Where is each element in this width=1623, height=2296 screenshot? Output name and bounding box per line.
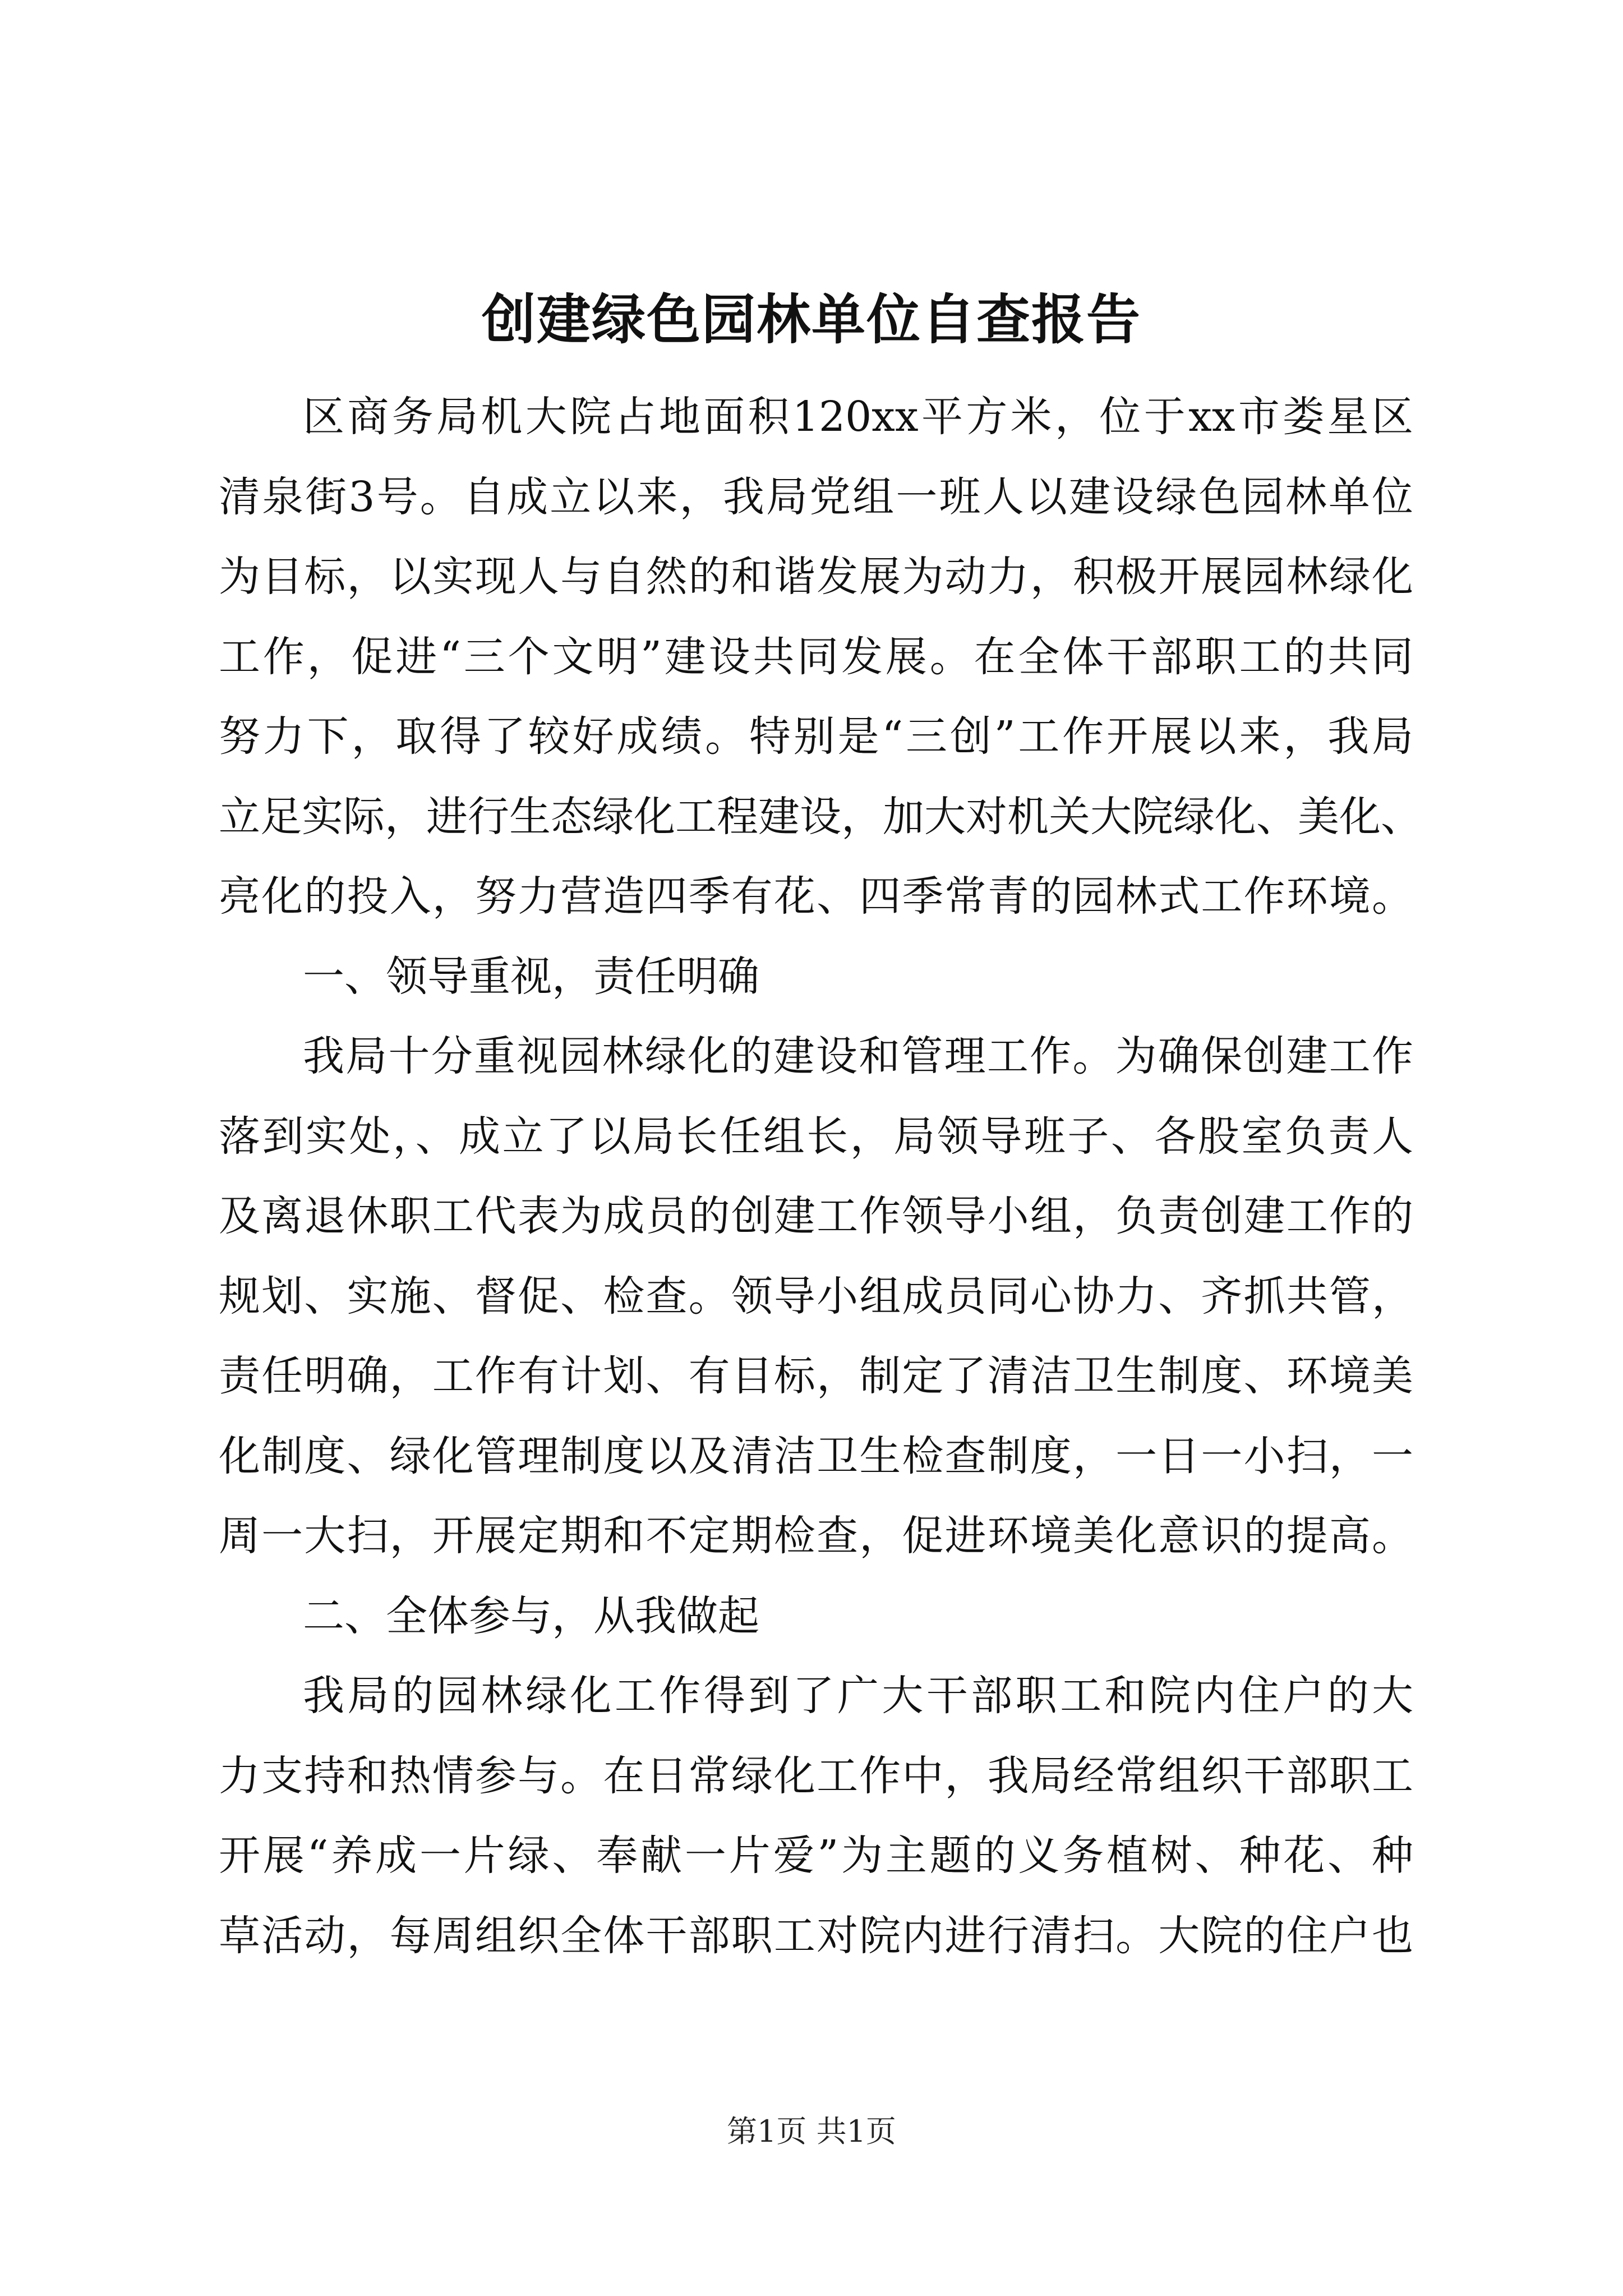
text-line: 一、领导重视，责任明确 bbox=[303, 952, 759, 1001]
text-line: 责任明确，工作有计划、有目标，制定了清洁卫生制度、环境美 bbox=[219, 1352, 1413, 1400]
text-line: 我局的园林绿化工作得到了广大干部职工和院内住户的大 bbox=[303, 1672, 1413, 1720]
text-line: 开展“养成一片绿、奉献一片爱”为主题的义务植树、种花、种 bbox=[219, 1832, 1413, 1880]
document-body bbox=[219, 377, 1422, 1976]
text-line: 力支持和热情参与。在日常绿化工作中，我局经常组织干部职工 bbox=[219, 1751, 1413, 1800]
page-footer: 第1页 共1页 bbox=[727, 2114, 896, 2149]
text-line: 化制度、绿化管理制度以及清洁卫生检查制度，一日一小扫，一 bbox=[219, 1432, 1413, 1480]
text-line: 草活动，每周组织全体干部职工对院内进行清扫。大院的住户也 bbox=[219, 1911, 1413, 1960]
text-line: 区商务局机大院占地面积120xx平方米，位于xx市娄星区 bbox=[303, 393, 1413, 441]
text-line: 及离退休职工代表为成员的创建工作领导小组，负责创建工作的 bbox=[219, 1192, 1413, 1240]
document-title: 创建绿色园林单位自查报告 bbox=[482, 288, 1141, 351]
text-line: 周一大扫，开展定期和不定期检查，促进环境美化意识的提高。 bbox=[219, 1512, 1413, 1560]
text-line: 为目标，以实现人与自然的和谐发展为动力，积极开展园林绿化 bbox=[219, 553, 1413, 601]
text-line: 清泉街3号。自成立以来，我局党组一班人以建设绿色园林单位 bbox=[219, 472, 1413, 521]
text-line: 努力下，取得了较好成绩。特别是“三创”工作开展以来，我局 bbox=[219, 712, 1413, 761]
text-line: 落到实处，、成立了以局长任组长，局领导班子、各股室负责人 bbox=[219, 1112, 1413, 1161]
text-line: 规划、实施、督促、检查。领导小组成员同心协力、齐抓共管， bbox=[219, 1272, 1413, 1320]
text-line: 立足实际，进行生态绿化工程建设，加大对机关大院绿化、美化、 bbox=[219, 792, 1422, 841]
text-line: 我局十分重视园林绿化的建设和管理工作。为确保创建工作 bbox=[303, 1032, 1413, 1080]
text-line: 亮化的投入，努力营造四季有花、四季常青的园林式工作环境。 bbox=[219, 872, 1413, 921]
text-line: 工作，促进“三个文明”建设共同发展。在全体干部职工的共同 bbox=[219, 632, 1413, 681]
text-line: 二、全体参与，从我做起 bbox=[303, 1591, 759, 1640]
